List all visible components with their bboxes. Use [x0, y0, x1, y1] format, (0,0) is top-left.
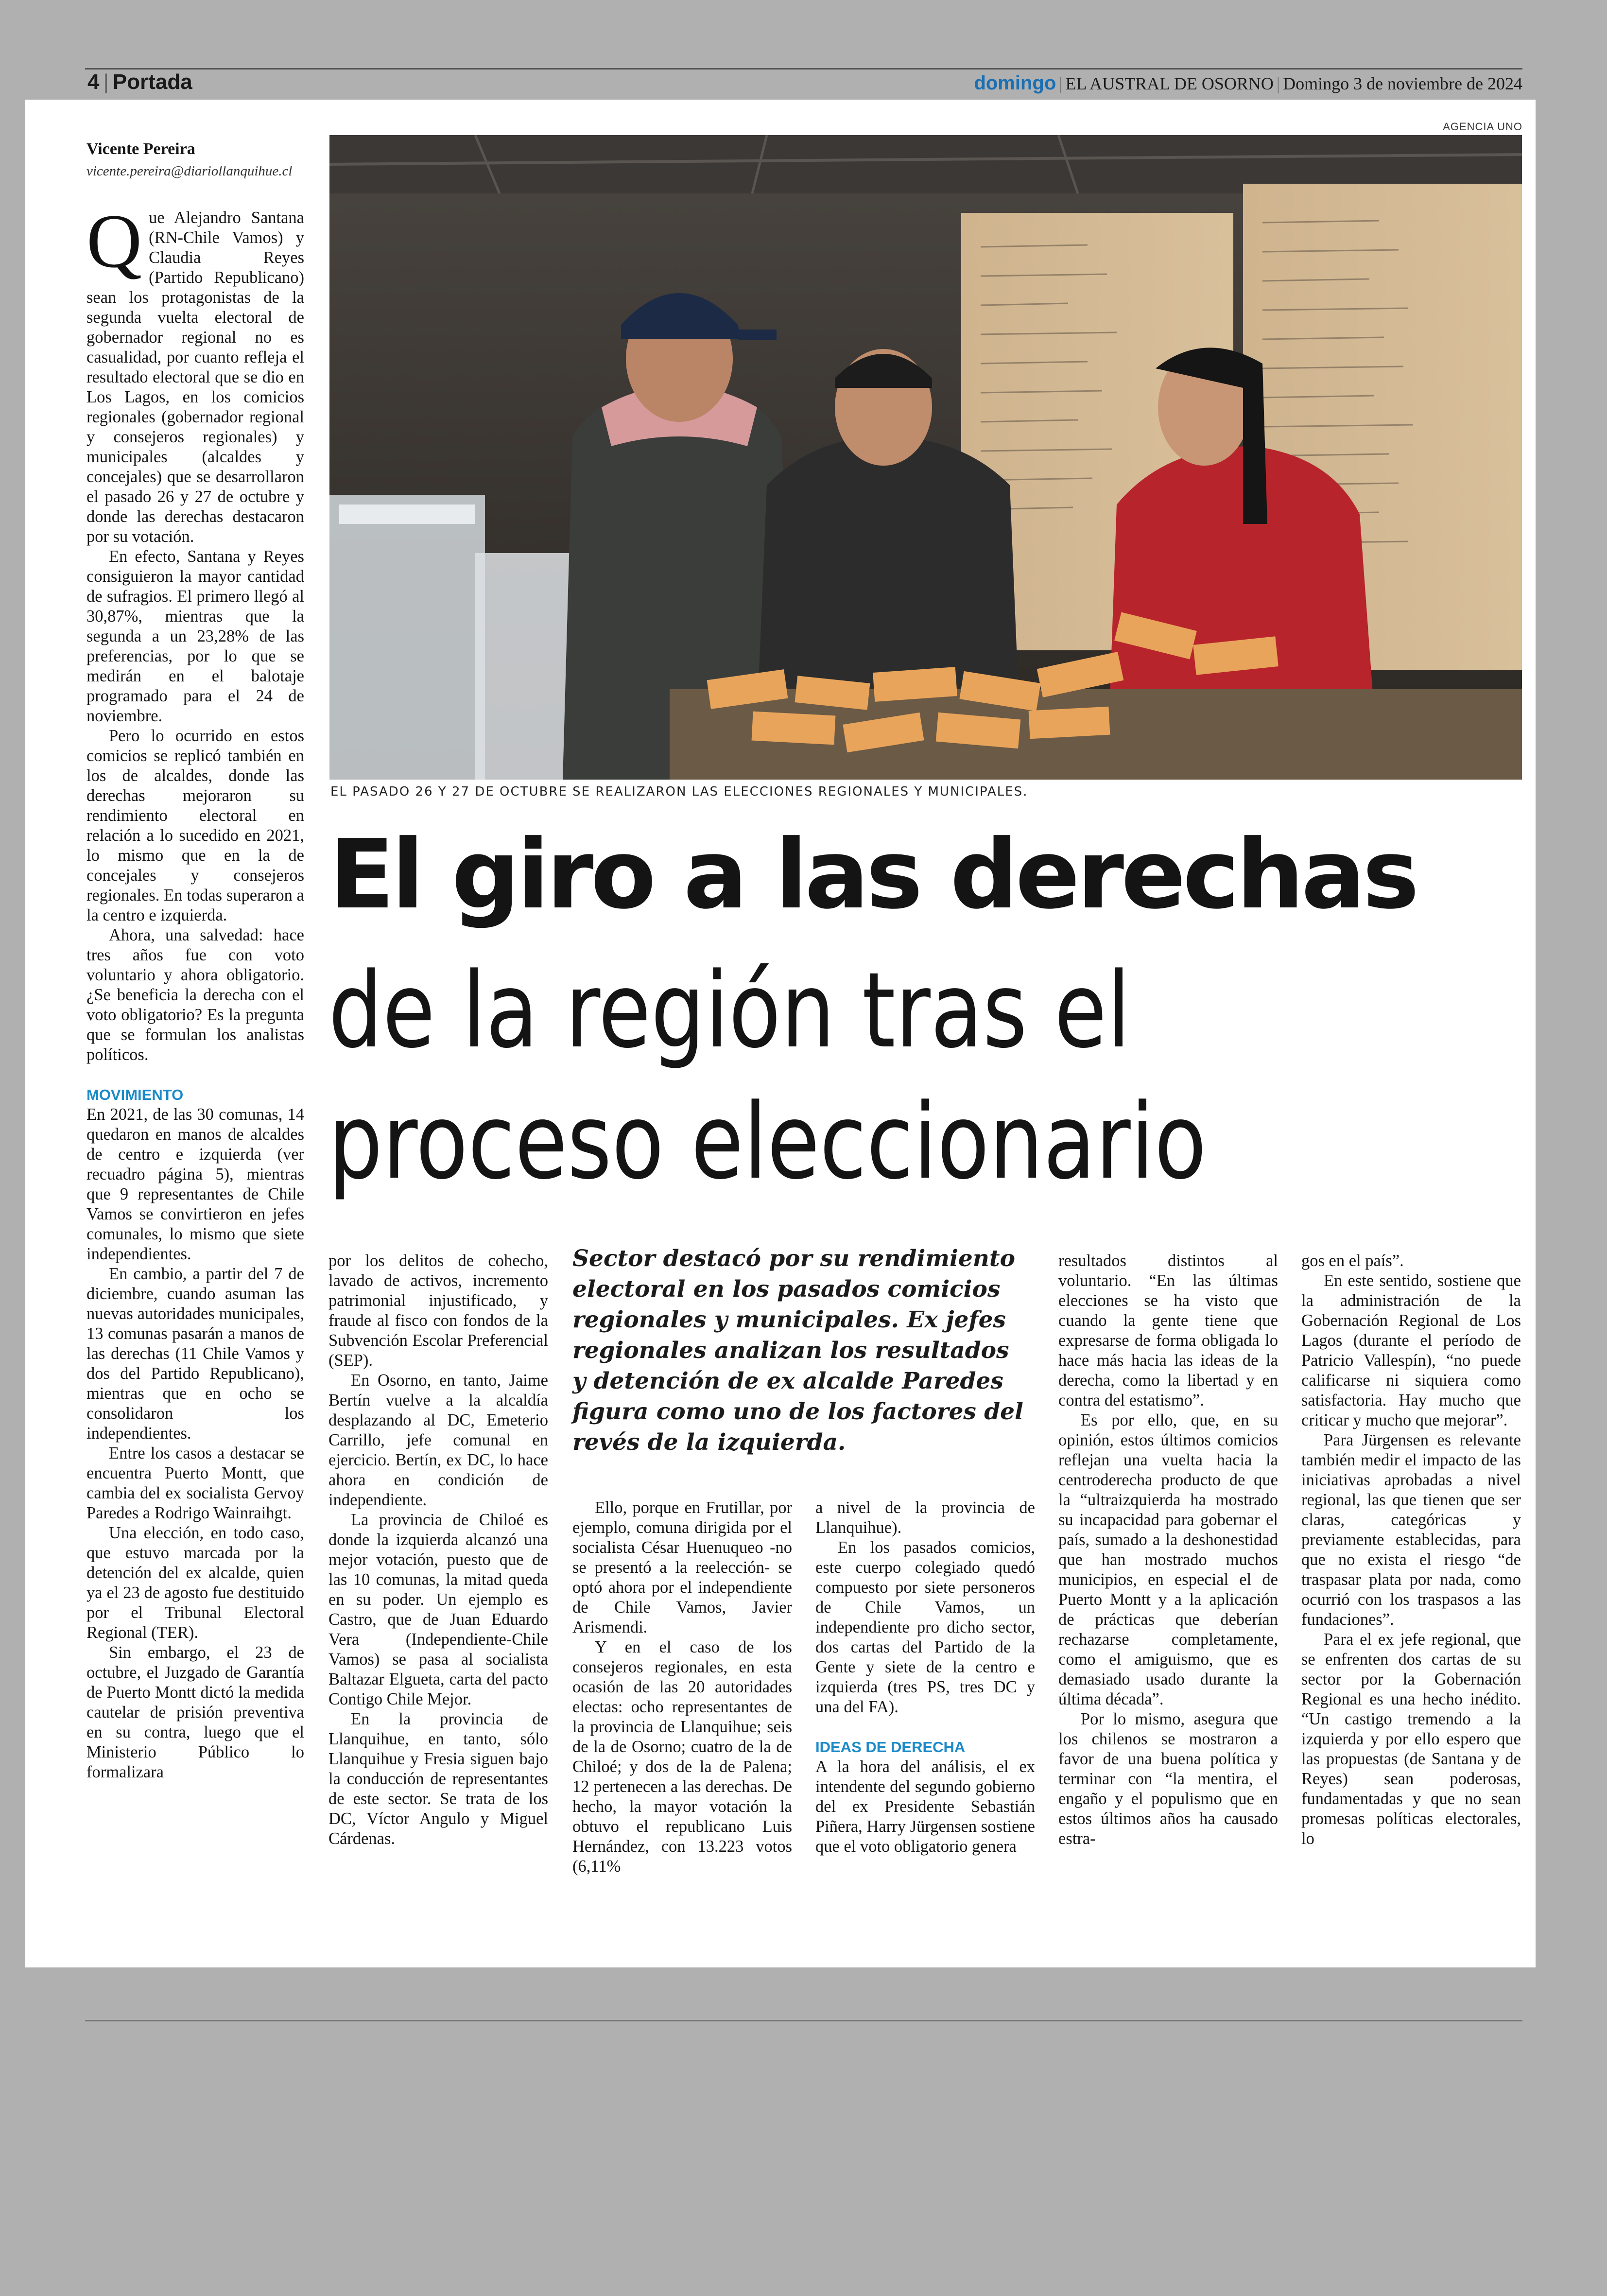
author-email: vicente.pereira@diariollanquihue.cl — [86, 163, 293, 179]
article-paragraph: ue Alejandro Santana (RN-Chile Vamos) y Claudia Reyes (Partido Republicano) sean los protagonistas de la segunda vuelta electoral de gobernador regional no es casualidad, por cuanto refleja el resultado electoral que se dio en Los Lagos, en los comicios regionales (gobernador regional y consejeros regionales) y municipales (alcaldes y concejales) que se desarrollaron el pasado 26 y 27 de octubre y donde las derechas destacaron por su votación. — [86, 209, 304, 546]
drop-cap: Q — [86, 199, 142, 284]
article-paragraph: En 2021, de las 30 comunas, 14 quedaron en manos de alcaldes de centro e izquierda (ver recuadro página 5), mientras que 9 representantes de Chile Vamos se convirtieron en jefes comunales, lo mismo que siete independientes. — [86, 1105, 304, 1263]
photo-illustration — [329, 135, 1522, 780]
lead-paragraph: Sector destacó por su rendimiento electoral en los pasados comicios regionales y municipales. Ex jefes regionales analizan los resultados y detención de ex alcalde Paredes figura como uno de los factores del revés de la izquierda. — [572, 1245, 1023, 1456]
headline-secondary: de la región tras el proceso eleccionario — [328, 950, 1207, 1202]
headline-main: El giro a las derechas — [329, 819, 1417, 930]
article-paragraph: Pero lo ocurrido en estos comicios se replicó también en los de alcaldes, donde las derechas mejoraron su rendimiento electoral en relación a lo sucedido en 2021, lo mismo que en la de concejales y consejeros regionales. En todas superaron a la centro e izquierda. — [86, 727, 304, 924]
issue-date: Domingo 3 de noviembre de 2024 — [1283, 74, 1522, 93]
article-paragraph: En Osorno, en tanto, Jaime Bertín vuelve a la alcaldía desplazando al DC, Emeterio Carrillo, jefe comunal en ejercicio. Bertín, ex DC, lo hace ahora en condición de independiente. — [328, 1371, 548, 1509]
article-paragraph: Entre los casos a destacar se encuentra Puerto Montt, que cambia del ex socialista Gervoy Paredes a Rodrigo Wainraihgt. — [86, 1444, 304, 1522]
article-paragraph: Sin embargo, el 23 de octubre, el Juzgado de Garantía de Puerto Montt dictó la medida cautelar de prisión preventiva en su contra, luego que el Ministerio Público lo formalizara — [86, 1643, 304, 1781]
article-paragraph: Para Jürgensen es relevante también medir el impacto de las iniciativas aprobadas a nivel regional, las que tienen que ser claras, categóricas y previamente establecidas, para que no exista el riesgo “de traspasar plata por nada, como ocurrió con los traspasos a las fundaciones”. — [1301, 1431, 1521, 1629]
article-column-3 — [572, 1498, 792, 1877]
article-paragraph: Es por ello, que, en su opinión, estos últimos comicios reflejan una vuelta hacia la centroderecha producto de que la “ultraizquierda ha mostrado su incapacidad para gobernar el país, sumado a la deshonestidad que han mostrado muchos municipios, en especial el de Puerto Montt y a la aplicación de prácticas que deberían rechazarse completamente, como el amiguismo, que es demasiado usado durante la última década”. — [1058, 1411, 1278, 1708]
article-paragraph: Ahora, una salvedad: hace tres años fue con voto voluntario y ahora obligatorio. ¿Se beneficia la derecha con el voto obligatorio? Es la pregunta que se formulan los analistas políticos. — [86, 926, 304, 1064]
article-paragraph: por los delitos de cohecho, lavado de activos, incremento patrimonial injustificado, y fraude al fisco con fondos de la Subvención Escolar Preferencial (SEP). — [328, 1252, 548, 1370]
article-paragraph: Para el ex jefe regional, que se enfrenten dos cartas de su sector por la Gobernación Regional es una hecho inédito. “Un castigo tremendo a la izquierda y por ello espero que las propuestas (de Santana y de Reyes) sean poderosas, fundamentadas y que no sean promesas políticas electorales, lo — [1301, 1630, 1521, 1848]
photo-credit: AGENCIA UNO — [1443, 121, 1522, 133]
subheading-ideas-de-derecha: IDEAS DE DERECHA — [815, 1739, 966, 1756]
header-divider: | — [1059, 74, 1063, 93]
article-paragraph: Ello, porque en Frutillar, por ejemplo, comuna dirigida por el socialista César Huenuqueo -no se presentó a la reelección- se optó ahora por el independiente de Chile Vamos, Javier Arismendi. — [572, 1498, 792, 1636]
brand-name: domingo — [974, 72, 1056, 94]
article-column-4 — [815, 1498, 1035, 1857]
footer-rule — [85, 2020, 1522, 2021]
article-paragraph: gos en el país”. — [1301, 1252, 1404, 1270]
header-rule — [85, 68, 1522, 70]
article-column-1 — [86, 199, 304, 1782]
photo-caption: EL PASADO 26 Y 27 DE OCTUBRE SE REALIZARON LAS ELECCIONES REGIONALES Y MUNICIPALES. — [330, 784, 1028, 799]
newspaper-name: EL AUSTRAL DE OSORNO — [1065, 74, 1274, 93]
section-name: Portada — [112, 70, 192, 94]
article-paragraph: resultados distintos al voluntario. “En las últimas elecciones se ha visto que cuando la gente tiene que expresarse de forma obligada lo hace más hacia las ideas de la derecha, como la libertad y en contra del estatismo”. — [1058, 1252, 1278, 1409]
page-number: 4 — [87, 70, 100, 94]
article-paragraph: En cambio, a partir del 7 de diciembre, cuando asuman las nuevas autoridades municipales, 13 comunas pasarán a manos de las derechas (11 Chile Vamos y dos del Partido Republicano), mientras que en ocho se consolidaron los independientes. — [86, 1265, 304, 1443]
article-paragraph: Una elección, en todo caso, que estuvo marcada por la detención del ex alcalde, quien ya el 23 de agosto fue destituido por el Tribunal Electoral Regional (TER). — [86, 1524, 304, 1642]
article-paragraph: Por lo mismo, asegura que los chilenos se mostraron a favor de una buena política y terminar con “la mentira, el engaño y el populismo que en estos últimos años ha causado estra- — [1058, 1710, 1278, 1848]
article-paragraph: La provincia de Chiloé es donde la izquierda alcanzó una mejor votación, puesto que de las 10 comunas, la mitad queda en su poder. Un ejemplo es Castro, que de Juan Eduardo Vera (Independiente-Chile Vamos) se pasa al socialista Baltazar Elgueta, carta del pacto Contigo Chile Mejor. — [328, 1511, 548, 1708]
article-paragraph: En este sentido, sostiene que la administración de la Gobernación Regional de Los Lagos (durante el período de Patricio Vallespín), “no puede calificarse ni siquiera como satisfactoria. Hay mucho que criticar y mucho que mejorar”. — [1301, 1271, 1521, 1429]
article-paragraph: a nivel de la provincia de Llanquihue). — [815, 1498, 1035, 1537]
article-paragraph: En la provincia de Llanquihue, en tanto, sólo Llanquihue y Fresia siguen bajo la conducción de representantes de este sector. Se trata de los DC, Víctor Angulo y Miguel Cárdenas. — [328, 1710, 548, 1848]
article-paragraph: A la hora del análisis, el ex intendente del segundo gobierno del ex Presidente Sebastián Piñera, Harry Jürgensen sostiene que el voto obligatorio genera — [815, 1757, 1035, 1856]
article-paragraph: En efecto, Santana y Reyes consiguieron la mayor cantidad de sufragios. El primero llegó al 30,87%, mientras que la segunda a un 23,28% de las preferencias, por lo que se medirán en el balotaje programado para el 24 de noviembre. — [86, 547, 304, 725]
election-count-photo — [329, 135, 1522, 780]
header-divider: | — [1276, 74, 1280, 93]
article-column-6 — [1301, 1251, 1521, 1849]
article-paragraph: En los pasados comicios, este cuerpo colegiado quedó compuesto por siete personeros de Chile Vamos, un independiente pro dicho sector, dos cartas del Partido de la Gente y siete de la centro e izquierda (tres PS, tres DC y una del FA). — [815, 1538, 1035, 1716]
article-paragraph: Y en el caso de los consejeros regionales, en esta ocasión de las 20 autoridades electas: ocho representantes de la provincia de Llanquihue; seis de la de Osorno; cuatro de la de Chiloé; y dos de la de Palena; 12 pertenecen a las derechas. De hecho, la mayor votación la obtuvo el republicano Luis Hernández, con 13.223 votos (6,11% — [572, 1638, 792, 1876]
article-column-5 — [1058, 1251, 1278, 1849]
author-name: Vicente Pereira — [86, 140, 195, 158]
subheading-movimiento: MOVIMIENTO — [86, 1086, 184, 1103]
header-divider: | — [103, 70, 109, 94]
article-column-2 — [328, 1251, 548, 1849]
page-header-section — [87, 70, 192, 94]
page-header-masthead — [974, 72, 1522, 94]
